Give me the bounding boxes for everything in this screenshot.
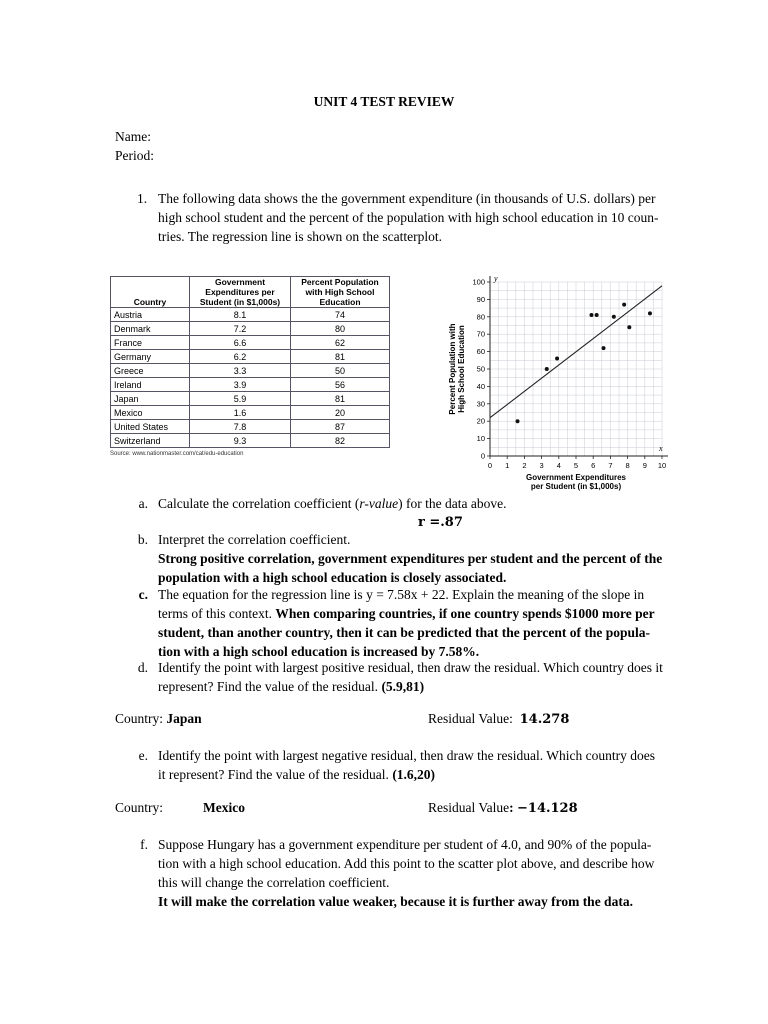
table-row [111, 392, 390, 406]
y-tick-label: 90 [476, 294, 485, 304]
data-table-container [110, 276, 390, 457]
part-c-label: c. [138, 587, 148, 602]
part-b-question: Interpret the correlation coefficient. [158, 532, 351, 547]
y-tick-label: 20 [476, 416, 485, 426]
table-header-country: Country [111, 277, 190, 308]
table-cell-expenditure: 1.6 [190, 406, 291, 420]
data-point [602, 346, 606, 350]
part-a-answer: r =.87 [418, 515, 463, 530]
table-cell-country: Mexico [111, 406, 190, 420]
part-d-residual: Residual Value: 14.278 [428, 711, 570, 727]
x-tick-label: 7 [608, 461, 613, 470]
scatter-chart [440, 270, 680, 500]
table-row [111, 350, 390, 364]
x-tick-label: 4 [556, 461, 561, 470]
data-point [516, 419, 520, 423]
part-e-text: Identify the point with largest negative residual, then draw the residual. Which country does it represent? Find the value of the residual. (1.6,20) [158, 748, 655, 782]
y-tick-label: 30 [476, 399, 485, 409]
table-cell-expenditure: 5.9 [190, 392, 291, 406]
x-tick-label: 2 [522, 461, 527, 470]
table-cell-percent: 80 [291, 322, 390, 336]
table-cell-percent: 81 [291, 392, 390, 406]
part-b-answer: Strong positive correlation, government expenditures per student and the percent of the population with a high school education is closely associated. [158, 551, 663, 585]
data-point [595, 313, 599, 317]
table-row [111, 406, 390, 420]
data-table [110, 276, 390, 448]
y-tick-label: 50 [476, 364, 485, 374]
table-cell-percent: 20 [291, 406, 390, 420]
data-point [612, 315, 616, 319]
part-a-label: a. [138, 496, 148, 511]
part-e-label: e. [138, 748, 148, 763]
table-header-percent: Percent Population with High School Education [291, 277, 390, 308]
table-cell-expenditure: 6.6 [190, 336, 291, 350]
table-cell-country: United States [111, 420, 190, 434]
data-point [627, 325, 631, 329]
y-tick-label: 40 [476, 381, 485, 391]
y-tick-label: 80 [476, 312, 485, 322]
y-tick-label: 0 [480, 451, 485, 461]
x-tick-label: 8 [625, 461, 630, 470]
table-row [111, 364, 390, 378]
question-number: 1. [137, 191, 148, 206]
table-cell-expenditure: 3.9 [190, 378, 291, 392]
part-d-label: d. [137, 660, 148, 675]
part-f-label: f. [140, 837, 148, 852]
table-cell-expenditure: 3.3 [190, 364, 291, 378]
period-label: Period: [115, 148, 154, 163]
page-title: UNIT 4 TEST REVIEW [313, 94, 455, 109]
table-cell-country: France [111, 336, 190, 350]
table-cell-percent: 81 [291, 350, 390, 364]
table-cell-country: Austria [111, 308, 190, 322]
table-cell-percent: 87 [291, 420, 390, 434]
table-source: Source: www.nationmaster.com/cat/edu-education [110, 451, 244, 457]
x-tick-label: 0 [487, 461, 493, 470]
part-e-country-label: Country: [115, 800, 164, 815]
y-tick-label: 10 [476, 434, 485, 444]
table-cell-expenditure: 8.1 [190, 308, 291, 322]
y-tick-label: 70 [476, 329, 485, 339]
x-tick-label: 10 [657, 461, 667, 470]
table-cell-percent: 56 [291, 378, 390, 392]
x-tick-label: 9 [642, 461, 647, 470]
x-tick-label: 6 [591, 461, 596, 470]
table-cell-percent: 50 [291, 364, 390, 378]
table-cell-percent: 62 [291, 336, 390, 350]
part-f-text: Suppose Hungary has a government expenditure per student of 4.0, and 90% of the popula- tion with a high school education. Add this point to the scatter plot above, and describe how this will change the correlation coefficient. It will make the correlation value weaker, because it is further away from the data. [158, 835, 748, 911]
table-cell-percent: 74 [291, 308, 390, 322]
table-row [111, 308, 390, 322]
table-row [111, 434, 390, 448]
x-axis-label: Government Expenditures [525, 473, 627, 482]
table-cell-expenditure: 7.8 [190, 420, 291, 434]
y-axis-label: High School Education [457, 325, 466, 413]
x-axis-label: per Student (in $1,000s) [530, 482, 622, 491]
y-tick-label: 100 [472, 277, 485, 287]
data-point [648, 311, 652, 315]
table-row [111, 378, 390, 392]
table-cell-country: Denmark [111, 322, 190, 336]
table-row [111, 336, 390, 350]
part-f-answer: It will make the correlation value weaker, because it is further away from the data. [158, 894, 633, 909]
data-point [622, 303, 626, 307]
part-a-question: Calculate the correlation coefficient (r-value) for the data above. [158, 496, 507, 511]
table-cell-country: Germany [111, 350, 190, 364]
table-header-expenditure: Government Expenditures per Student (in $1,000s) [190, 277, 291, 308]
question-text: The following data shows the the government expenditure (in thousands of U.S. dollars) per high school student and the percent of the population with high school education in 10 coun- tries. The regression line is shown on the scatterplot. [158, 191, 659, 244]
x-tick-label: 1 [505, 461, 510, 470]
table-cell-country: Ireland [111, 378, 190, 392]
x-tick-label: 3 [539, 461, 544, 470]
table-cell-expenditure: 9.3 [190, 434, 291, 448]
y-axis-symbol: y [494, 274, 498, 283]
table-cell-percent: 82 [291, 434, 390, 448]
part-d-country: Country: Japan [115, 711, 202, 726]
x-tick-label: 5 [573, 461, 579, 470]
data-point [555, 357, 559, 361]
table-row [111, 322, 390, 336]
data-point [545, 367, 549, 371]
x-axis-symbol: x [659, 444, 663, 453]
y-tick-label: 60 [476, 347, 485, 357]
part-c-text: The equation for the regression line is y = 7.58x + 22. Explain the meaning of the slope in terms of this context. When comparing countries, if one country spends $1000 more per student, than another country, then it can be predicted that the percent of the popula- tion with a high school education is increased by 7.58%. [158, 587, 655, 659]
part-e-residual: Residual Value: −14.128 [428, 800, 578, 816]
table-cell-expenditure: 6.2 [190, 350, 291, 364]
name-label: Name: [115, 129, 151, 144]
table-row [111, 420, 390, 434]
table-cell-country: Japan [111, 392, 190, 406]
table-cell-country: Greece [111, 364, 190, 378]
y-axis-label: Percent Population with [448, 323, 457, 415]
table-cell-expenditure: 7.2 [190, 322, 291, 336]
data-point [589, 313, 593, 317]
part-b-label: b. [137, 532, 148, 547]
table-cell-country: Switzerland [111, 434, 190, 448]
part-e-country-value: Mexico [203, 800, 245, 815]
part-d-text: Identify the point with largest positive residual, then draw the residual. Which country does it represent? Find the value of the residual. (5.9,81) [158, 660, 663, 694]
